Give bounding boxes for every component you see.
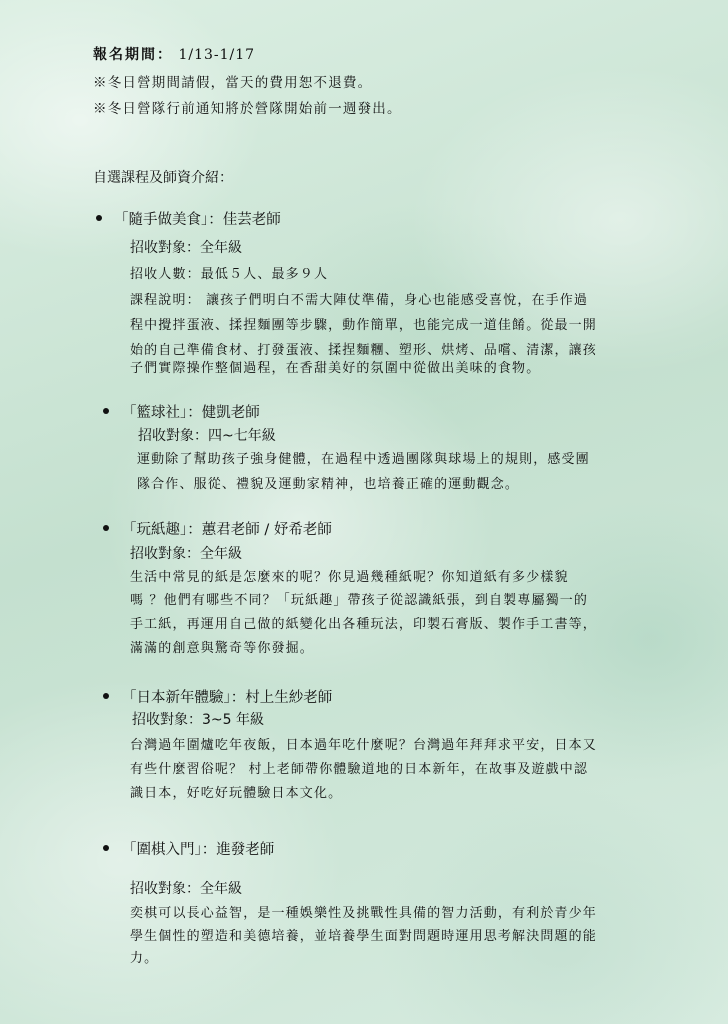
bullet-icon xyxy=(103,525,109,531)
course-title-japanese-new-year: 「日本新年體驗」：村上生紗老師 xyxy=(122,690,333,706)
course-line: 始的自己準備食材、打發蛋液、揉捏麵糰、塑形、烘烤、品嚐、清潔，讓孩 xyxy=(130,343,597,358)
note-leave-policy: ※冬日營期間請假，當天的費用恕不退費。 xyxy=(93,75,373,91)
course-enroll-basketball: 招收對象：四~七年級 xyxy=(138,428,276,444)
course-line: 子們實際操作整個過程，在香甜美好的氛圍中從做出美味的食物。 xyxy=(130,361,541,376)
course-line: 台灣過年圍爐吃年夜飯，日本過年吃什麼呢？台灣過年拜拜求平安，日本又 xyxy=(130,738,597,753)
course-line: 力。 xyxy=(130,951,159,966)
course-title-basketball: 「籃球社」：健凱老師 xyxy=(122,405,260,421)
course-enroll-cooking: 招收對象：全年級 xyxy=(130,240,242,256)
registration-dates: 1/13-1/17 xyxy=(173,47,256,63)
bullet-icon xyxy=(103,408,109,414)
course-line: 程中攪拌蛋液、揉捏麵團等步驟，動作簡單，也能完成一道佳餚。從最一開 xyxy=(130,318,597,333)
course-line: 隊合作、服從、禮貌及運動家精神，也培養正確的運動觀念。 xyxy=(137,477,520,492)
course-line: 課程說明： 讓孩子們明白不需大陣仗準備，身心也能感受喜悅，在手作過 xyxy=(130,293,589,308)
registration-label: 報名期間： xyxy=(93,47,173,63)
course-line: 招收人數：最低５人、最多９人 xyxy=(130,267,329,282)
course-line: 運動除了幫助孩子強身健體，在過程中透過團隊與球場上的規則，感受團 xyxy=(137,452,590,467)
course-line: 有些什麼習俗呢？ 村上老師帶你體驗道地的日本新年，在故事及遊戲中認 xyxy=(130,762,589,777)
course-line: 識日本，好吃好玩體驗日本文化。 xyxy=(130,786,343,801)
course-line: 手工紙，再運用自己做的紙變化出各種玩法，印製石膏版、製作手工書等， xyxy=(130,617,597,632)
course-line: 奕棋可以長心益智，是一種娛樂性及挑戰性具備的智力活動，有利於青少年 xyxy=(130,906,597,921)
registration-period xyxy=(93,44,255,64)
course-title-paper: 「玩紙趣」：蕙君老師 / 妤希老師 xyxy=(122,522,332,538)
course-line: 滿滿的創意與驚奇等你發掘。 xyxy=(130,641,314,656)
note-notification: ※冬日營隊行前通知將於營隊開始前一週發出。 xyxy=(93,101,402,117)
course-enroll-japanese-new-year: 招收對象：3~5 年級 xyxy=(132,712,264,728)
course-line: 學生個性的塑造和美德培養，並培養學生面對問題時運用思考解決問題的能 xyxy=(130,929,597,944)
bullet-icon xyxy=(96,215,102,221)
bullet-icon xyxy=(103,693,109,699)
course-enroll-go: 招收對象：全年級 xyxy=(130,881,242,897)
course-line: 嗎 ？他們有哪些不同？「玩紙趣」帶孩子從認識紙張，到自製專屬獨一的 xyxy=(130,593,589,608)
course-line: 生活中常見的紙是怎麼來的呢？你見過幾種紙呢？你知道紙有多少樣貌 xyxy=(130,570,569,585)
bullet-icon xyxy=(103,845,109,851)
course-enroll-paper: 招收對象：全年級 xyxy=(130,546,242,562)
section-title: 自選課程及師資介紹： xyxy=(93,170,233,186)
course-title-cooking: 「隨手做美食」：佳芸老師 xyxy=(114,212,281,228)
course-title-go: 「圍棋入門」：進發老師 xyxy=(122,842,275,858)
